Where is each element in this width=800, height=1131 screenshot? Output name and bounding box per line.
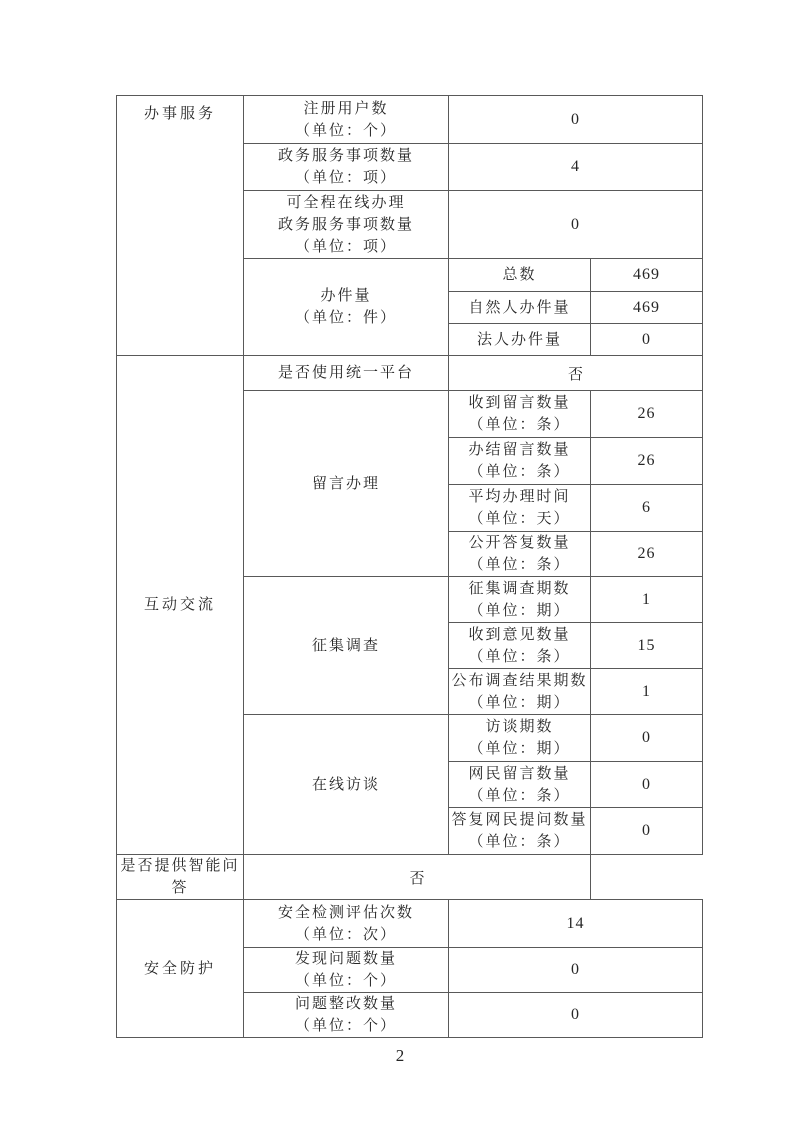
subitem-unit: （单位：条） <box>468 417 571 433</box>
value-cell: 469 <box>591 259 703 292</box>
value-cell: 1 <box>591 669 703 715</box>
item-label-line2: 政务服务事项数量 <box>277 216 414 233</box>
subitem-label-cell <box>449 324 591 356</box>
subitem-label-cell <box>449 438 591 485</box>
subitem-unit: （单位：天） <box>468 511 571 527</box>
value-cell: 0 <box>591 762 703 808</box>
page-number: 2 <box>395 1046 405 1065</box>
subitem-label: 公开答复数量 <box>468 535 571 551</box>
subitem-label-cell <box>449 485 591 532</box>
subitem-label: 办结留言数量 <box>468 442 571 458</box>
subitem-label: 网民留言数量 <box>468 765 571 782</box>
item-unit: （单位：个） <box>294 973 397 989</box>
item-unit: （单位：项） <box>294 170 397 186</box>
value-cell: 4 <box>449 144 703 191</box>
subitem-label-cell <box>449 715 591 762</box>
item-label: 留言办理 <box>311 475 380 492</box>
item-unit: （单位：项） <box>294 238 397 255</box>
item-label: 是否提供智能问答 <box>120 858 240 896</box>
item-label: 问题整改数量 <box>294 996 397 1012</box>
subitem-label: 平均办理时间 <box>468 489 571 505</box>
item-label-cell <box>244 191 449 259</box>
subitem-label: 征集调查期数 <box>468 580 571 597</box>
subitem-label-cell <box>449 623 591 669</box>
report-table <box>116 95 703 1038</box>
subitem-label-cell <box>449 762 591 808</box>
value-cell: 0 <box>591 808 703 855</box>
item-label-cell <box>244 259 449 356</box>
category-cell-interaction <box>117 356 244 855</box>
item-label: 可全程在线办理 <box>286 194 406 211</box>
category-cell-service <box>117 96 244 356</box>
item-label-cell <box>244 391 449 577</box>
value-cell: 否 <box>244 855 591 900</box>
value-cell: 15 <box>591 623 703 669</box>
subitem-unit: （单位：条） <box>468 648 571 665</box>
subitem-label: 答复网民提问数量 <box>451 812 588 828</box>
item-label-cell <box>244 356 449 391</box>
item-label-cell <box>244 96 449 144</box>
item-label: 发现问题数量 <box>294 951 397 967</box>
item-label: 是否使用统一平台 <box>277 365 414 381</box>
subitem-label-cell <box>449 259 591 292</box>
category-label: 互动交流 <box>143 597 216 613</box>
item-label-cell <box>244 715 449 855</box>
subitem-unit: （单位：条） <box>468 787 571 804</box>
item-label-cell <box>244 948 449 993</box>
value-cell: 0 <box>449 948 703 993</box>
value-cell: 6 <box>591 485 703 532</box>
item-label: 注册用户数 <box>303 100 389 117</box>
subitem-label: 收到意见数量 <box>468 626 571 643</box>
subitem-label-cell <box>449 577 591 623</box>
subitem-label: 访谈期数 <box>485 719 554 735</box>
subitem-unit: （单位：条） <box>468 464 571 480</box>
item-label-cell <box>244 900 449 948</box>
value-cell: 469 <box>591 292 703 324</box>
value-cell: 0 <box>449 993 703 1038</box>
value-cell: 0 <box>449 96 703 144</box>
subitem-label-cell <box>449 669 591 715</box>
item-unit: （单位：件） <box>294 310 397 326</box>
item-label: 征集调查 <box>311 637 380 654</box>
subitem-label: 总数 <box>502 267 537 283</box>
item-unit: （单位：个） <box>294 122 397 139</box>
item-unit: （单位：个） <box>294 1018 397 1034</box>
item-label-cell <box>244 993 449 1038</box>
subitem-label-cell <box>449 292 591 324</box>
subitem-label-cell <box>449 808 591 855</box>
item-label: 在线访谈 <box>311 776 380 793</box>
subitem-label-cell <box>449 391 591 438</box>
subitem-unit: （单位：条） <box>468 557 571 573</box>
value-cell: 26 <box>591 391 703 438</box>
subitem-unit: （单位：期） <box>468 741 571 757</box>
value-cell: 26 <box>591 532 703 577</box>
subitem-unit: （单位：期） <box>468 694 571 711</box>
value-cell: 0 <box>591 324 703 356</box>
item-unit: （单位：次） <box>294 926 397 943</box>
item-label-cell <box>244 577 449 715</box>
item-label: 安全检测评估次数 <box>277 904 414 921</box>
value-cell: 1 <box>591 577 703 623</box>
subitem-label: 收到留言数量 <box>468 395 571 411</box>
value-cell: 14 <box>449 900 703 948</box>
category-label: 安全防护 <box>143 960 216 977</box>
item-label-cell <box>244 144 449 191</box>
item-label: 政务服务事项数量 <box>277 148 414 164</box>
subitem-unit: （单位：条） <box>468 834 571 850</box>
category-cell-security <box>117 900 244 1038</box>
subitem-label: 自然人办件量 <box>468 299 571 316</box>
value-cell: 26 <box>591 438 703 485</box>
value-cell: 否 <box>449 356 703 391</box>
subitem-label: 公布调查结果期数 <box>451 672 588 689</box>
item-label: 办件量 <box>320 288 372 304</box>
category-label: 办事服务 <box>143 106 216 122</box>
item-label-cell <box>117 855 244 900</box>
subitem-label: 法人办件量 <box>476 331 562 348</box>
subitem-label-cell <box>449 532 591 577</box>
subitem-unit: （单位：期） <box>468 602 571 619</box>
value-cell: 0 <box>449 191 703 259</box>
value-cell: 0 <box>591 715 703 762</box>
